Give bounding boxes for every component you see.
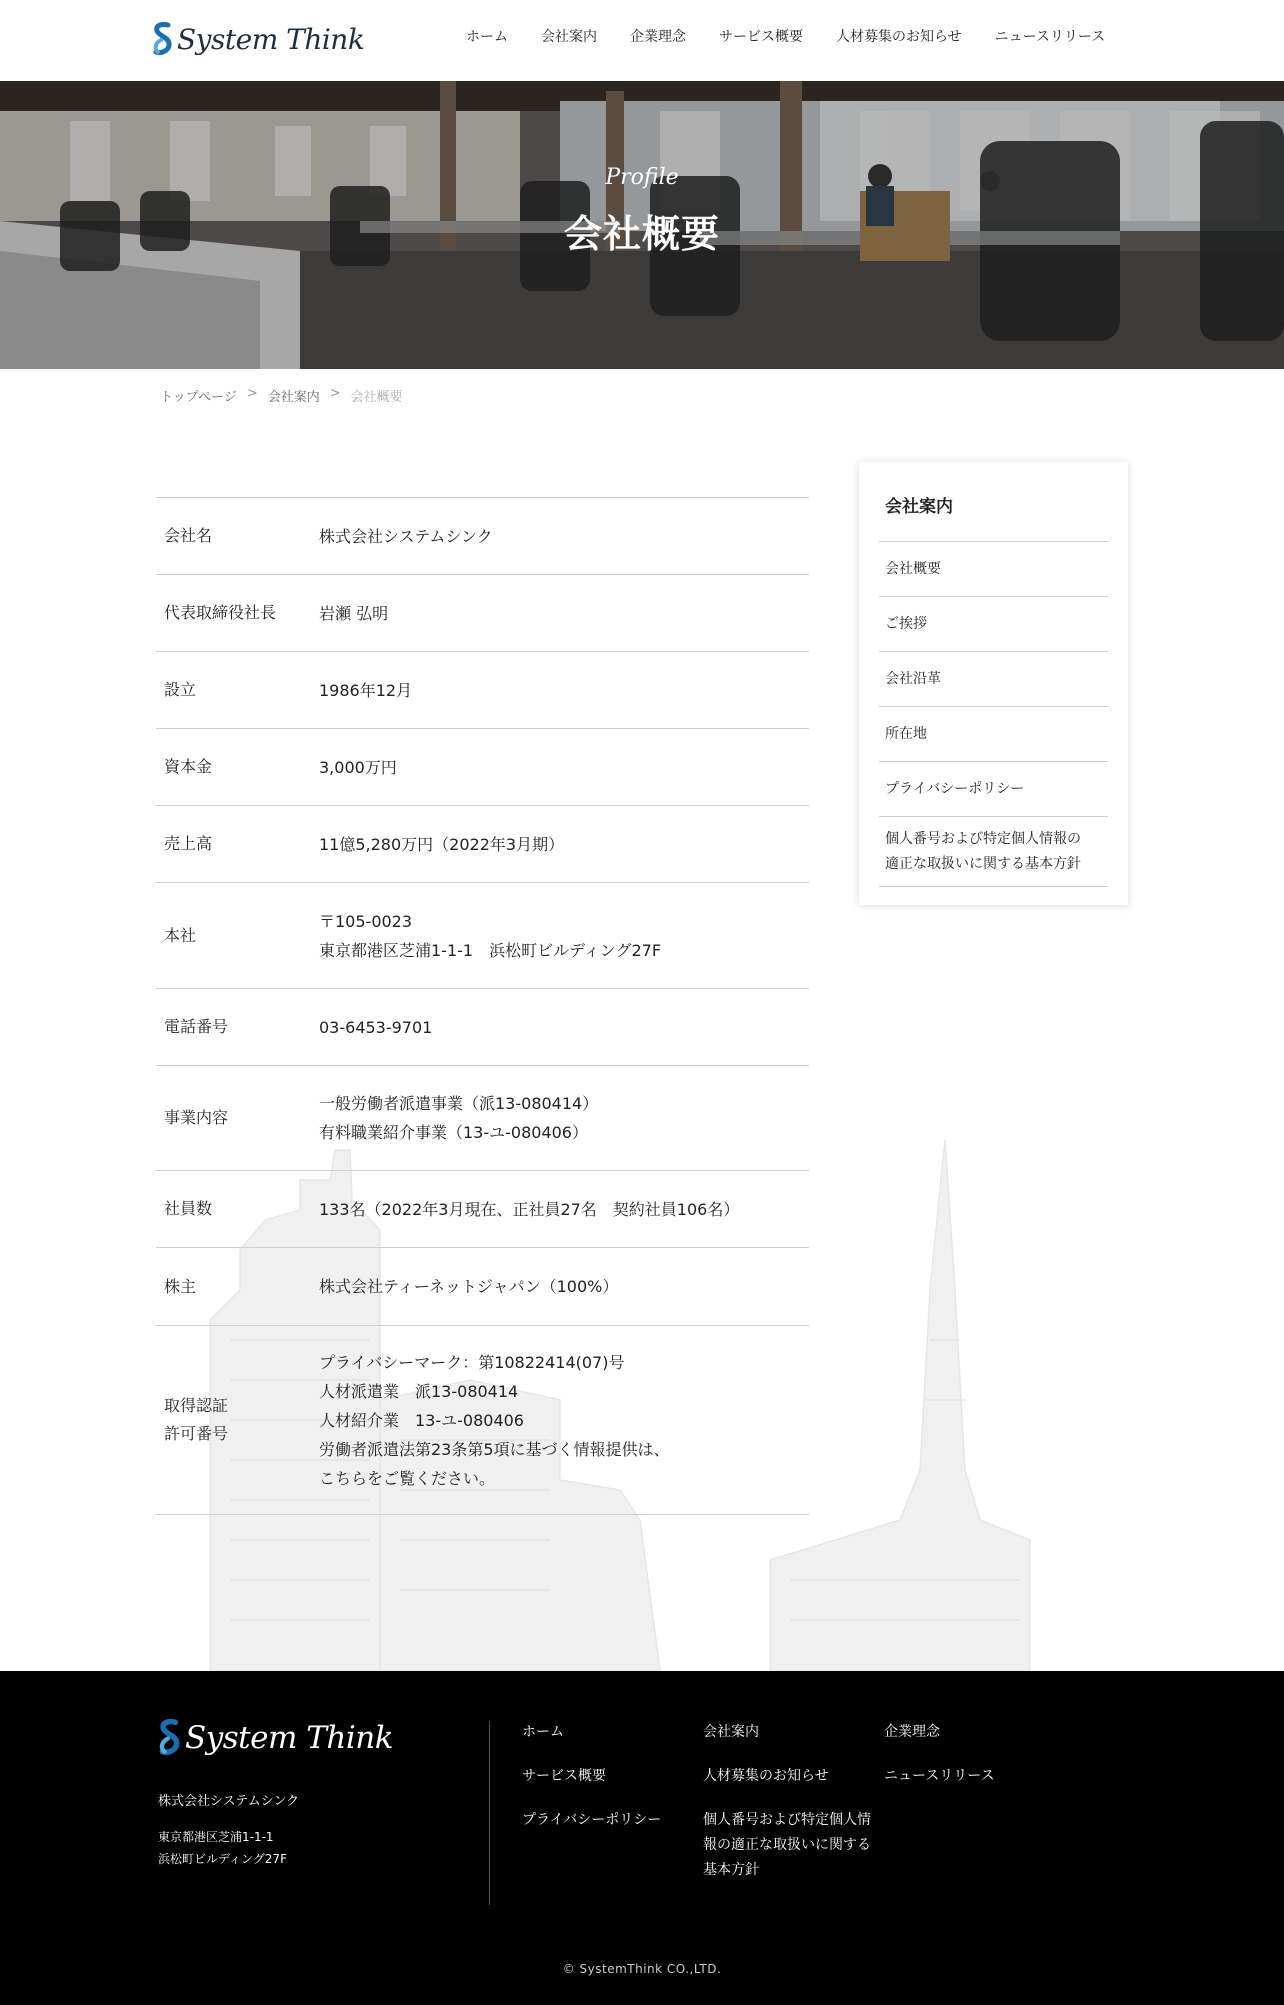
profile-row-company-name bbox=[156, 497, 809, 574]
side-menu-label: 会社概要 bbox=[885, 561, 941, 577]
side-menu bbox=[859, 462, 1128, 905]
breadcrumb bbox=[160, 386, 403, 405]
label-line: 取得認証 bbox=[164, 1396, 229, 1415]
profile-label: 売上高 bbox=[164, 834, 213, 853]
profile-value bbox=[319, 907, 809, 965]
nav-item-recruit[interactable]: 人材募集のお知らせ bbox=[836, 29, 962, 45]
profile-value: 11億5,280万円（2022年3月期） bbox=[319, 834, 565, 854]
footer-logo[interactable] bbox=[158, 1719, 393, 1756]
side-menu-label: 個人番号および特定個人情報の bbox=[885, 831, 1081, 847]
side-menu-item-greeting[interactable] bbox=[879, 597, 1108, 652]
logo-mark-icon bbox=[158, 1719, 182, 1756]
hero-subtitle: Profile bbox=[605, 165, 679, 190]
postal-code: 〒105-0023 bbox=[319, 911, 413, 931]
profile-row-phone bbox=[156, 988, 809, 1065]
business-line: 有料職業紹介事業（13-ユ-080406） bbox=[319, 1123, 588, 1142]
side-menu-item-history[interactable] bbox=[879, 652, 1108, 707]
profile-label: 代表取締役社長 bbox=[164, 603, 277, 622]
side-menu-item-profile[interactable] bbox=[879, 542, 1108, 597]
profile-value: 3,000万円 bbox=[319, 757, 397, 777]
copyright: © SystemThink CO.,LTD. bbox=[562, 1962, 722, 1976]
cert-line: 労働者派遣法第23条第5項に基づく情報提供は、 bbox=[319, 1439, 670, 1459]
footer-link-services[interactable]: サービス概要 bbox=[522, 1768, 606, 1784]
footer-link-news[interactable]: ニュースリリース bbox=[884, 1768, 995, 1784]
side-menu-item-personal-info-policy[interactable] bbox=[879, 817, 1108, 887]
footer-link-line: 基本方針 bbox=[703, 1862, 759, 1878]
footer-link-recruit[interactable]: 人材募集のお知らせ bbox=[703, 1768, 829, 1784]
global-nav bbox=[466, 26, 1105, 46]
site-header bbox=[0, 0, 1284, 81]
logo-text: System Think bbox=[185, 1719, 394, 1756]
footer-link-company[interactable]: 会社案内 bbox=[703, 1724, 759, 1740]
profile-value bbox=[319, 1348, 809, 1493]
address-line: 浜松町ビルディング27F bbox=[158, 1852, 287, 1866]
site-footer bbox=[0, 1671, 1284, 2005]
footer-link-line: 個人番号および特定個人情 bbox=[703, 1812, 871, 1828]
side-menu-label: ご挨拶 bbox=[885, 616, 927, 632]
company-profile-table bbox=[156, 497, 809, 1515]
logo-text: System Think bbox=[177, 22, 365, 56]
cert-line: 人材紹介業 13-ユ-080406 bbox=[319, 1410, 524, 1430]
profile-label: 事業内容 bbox=[164, 1108, 229, 1127]
business-line: 一般労働者派遣事業（派13-080414） bbox=[319, 1094, 599, 1113]
profile-value: 株式会社ティーネットジャパン（100%） bbox=[319, 1277, 619, 1296]
profile-row-president bbox=[156, 574, 809, 651]
profile-label: 設立 bbox=[164, 680, 197, 699]
profile-value: 1986年12月 bbox=[319, 680, 413, 700]
profile-label: 社員数 bbox=[164, 1199, 213, 1218]
breadcrumb-item-company[interactable]: 会社案内 bbox=[267, 390, 320, 405]
footer-address bbox=[158, 1826, 287, 1870]
profile-row-capital bbox=[156, 728, 809, 805]
hero-banner bbox=[0, 81, 1284, 369]
address-line: 東京都港区芝浦1-1-1 bbox=[158, 1830, 274, 1844]
side-menu-label: プライバシーポリシー bbox=[885, 781, 1025, 797]
profile-row-certifications bbox=[156, 1325, 809, 1515]
nav-item-services[interactable]: サービス概要 bbox=[719, 29, 803, 45]
profile-label: 本社 bbox=[164, 925, 197, 945]
footer-divider bbox=[489, 1721, 490, 1905]
profile-value: 株式会社システムシンク bbox=[319, 526, 493, 546]
profile-value bbox=[319, 1089, 809, 1147]
nav-item-news[interactable]: ニュースリリース bbox=[994, 29, 1106, 45]
side-menu-label: 会社沿革 bbox=[885, 671, 941, 687]
breadcrumb-item-current: 会社概要 bbox=[350, 390, 403, 405]
breadcrumb-separator: > bbox=[246, 386, 258, 401]
cert-line: プライバシーマーク：第10822414(07)号 bbox=[319, 1352, 625, 1372]
cert-link[interactable]: こちらをご覧ください。 bbox=[319, 1468, 496, 1488]
side-menu-item-location[interactable] bbox=[879, 707, 1108, 762]
breadcrumb-separator: > bbox=[329, 386, 341, 401]
address-line: 東京都港区芝浦1-1-1 浜松町ビルディング27F bbox=[319, 940, 662, 960]
profile-label: 株主 bbox=[164, 1276, 197, 1296]
profile-label: 資本金 bbox=[164, 757, 213, 776]
profile-row-business bbox=[156, 1065, 809, 1170]
nav-item-company[interactable]: 会社案内 bbox=[541, 29, 597, 45]
side-menu-item-privacy[interactable] bbox=[879, 762, 1108, 817]
profile-row-headquarters bbox=[156, 882, 809, 988]
nav-item-philosophy[interactable]: 企業理念 bbox=[630, 29, 686, 45]
site-logo[interactable] bbox=[152, 19, 364, 59]
footer-link-philosophy[interactable]: 企業理念 bbox=[884, 1724, 940, 1740]
footer-link-line: 報の適正な取扱いに関する bbox=[703, 1837, 871, 1853]
footer-link-personal-info-policy[interactable] bbox=[703, 1808, 871, 1883]
profile-row-shareholder bbox=[156, 1247, 809, 1325]
footer-link-home[interactable]: ホーム bbox=[522, 1724, 564, 1740]
side-menu-title: 会社案内 bbox=[879, 492, 1108, 542]
profile-value: 岩瀬 弘明 bbox=[319, 603, 389, 623]
profile-label: 電話番号 bbox=[164, 1017, 229, 1036]
profile-value: 03-6453-9701 bbox=[319, 1017, 433, 1037]
profile-label bbox=[156, 1392, 319, 1448]
footer-link-privacy[interactable]: プライバシーポリシー bbox=[522, 1812, 662, 1828]
logo-mark-icon bbox=[152, 22, 174, 56]
side-menu-label: 適正な取扱いに関する基本方針 bbox=[885, 856, 1081, 872]
profile-row-established bbox=[156, 651, 809, 728]
profile-label: 会社名 bbox=[164, 526, 213, 545]
footer-company-name: 株式会社システムシンク bbox=[158, 1794, 300, 1809]
profile-value: 133名（2022年3月現在、正社員27名 契約社員106名） bbox=[319, 1199, 740, 1219]
nav-item-home[interactable]: ホーム bbox=[466, 29, 508, 45]
cert-line: 人材派遣業 派13-080414 bbox=[319, 1381, 519, 1401]
breadcrumb-item-top[interactable]: トップページ bbox=[160, 390, 237, 405]
page-title: 会社概要 bbox=[563, 212, 720, 256]
side-menu-label: 所在地 bbox=[885, 726, 927, 742]
profile-row-sales bbox=[156, 805, 809, 882]
label-line: 許可番号 bbox=[164, 1424, 229, 1443]
profile-row-employees bbox=[156, 1170, 809, 1247]
